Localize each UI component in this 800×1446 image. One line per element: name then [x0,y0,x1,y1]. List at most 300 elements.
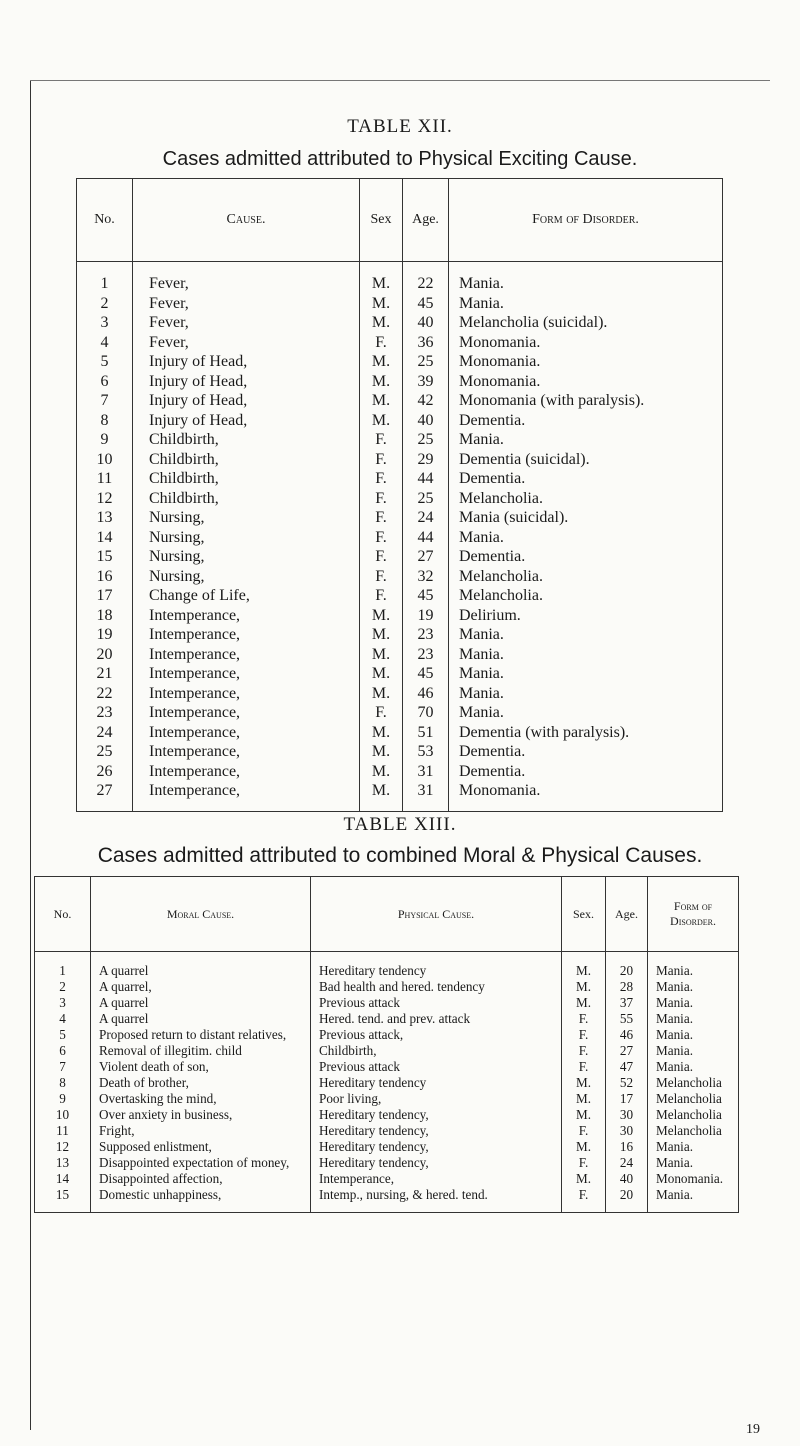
moral-cause-cell: A quarrel [91,1010,311,1026]
form-cell: Mania. [648,1026,739,1042]
physical-cause-cell: Previous attack [311,1058,562,1074]
row-number: 27 [77,781,133,801]
table13-row [35,1122,739,1138]
age-cell: 22 [403,262,449,294]
sex-cell: M. [562,978,606,994]
sex-cell: F. [360,469,403,489]
cause-cell: Nursing, [133,528,360,548]
moral-cause-cell: Disappointed expectation of money, [91,1154,311,1170]
table13-row [35,994,739,1010]
form-cell: Mania. [648,994,739,1010]
table12-header-age: Age. [403,179,449,262]
physical-cause-cell: Previous attack [311,994,562,1010]
age-cell: 46 [403,684,449,704]
age-cell: 30 [606,1122,648,1138]
table12-row [77,742,723,762]
cause-cell: Injury of Head, [133,372,360,392]
row-number: 6 [77,372,133,392]
sex-cell: M. [360,352,403,372]
moral-cause-cell: A quarrel [91,952,311,979]
table13-row [35,1074,739,1090]
table12-header-sex: Sex [360,179,403,262]
form-cell: Mania. [648,1010,739,1026]
cause-cell: Fever, [133,262,360,294]
sex-cell: M. [360,262,403,294]
sex-cell: F. [360,333,403,353]
table12-row [77,664,723,684]
age-cell: 53 [403,742,449,762]
table13-row [35,1058,739,1074]
age-cell: 45 [403,664,449,684]
sex-cell: F. [562,1154,606,1170]
row-number: 6 [35,1042,91,1058]
cause-cell: Fever, [133,313,360,333]
cause-cell: Fever, [133,294,360,314]
row-number: 25 [77,742,133,762]
pad-cell [35,1202,91,1213]
row-number: 7 [35,1058,91,1074]
age-cell: 19 [403,606,449,626]
moral-cause-cell: Violent death of son, [91,1058,311,1074]
sex-cell: F. [562,1186,606,1202]
age-cell: 27 [606,1042,648,1058]
sex-cell: F. [360,703,403,723]
row-number: 17 [77,586,133,606]
form-cell: Mania. [449,528,723,548]
sex-cell: M. [360,294,403,314]
moral-cause-cell: Disappointed affection, [91,1170,311,1186]
age-cell: 45 [403,586,449,606]
row-number: 7 [77,391,133,411]
sex-cell: F. [562,1122,606,1138]
pad-cell [606,1202,648,1213]
moral-cause-cell: A quarrel [91,994,311,1010]
form-cell: Melancholia [648,1122,739,1138]
form-cell: Mania. [449,703,723,723]
row-number: 24 [77,723,133,743]
table13-row [35,978,739,994]
form-cell: Monomania. [648,1170,739,1186]
cause-cell: Childbirth, [133,469,360,489]
age-cell: 20 [606,1186,648,1202]
age-cell: 47 [606,1058,648,1074]
table12-header-row [77,179,723,262]
form-cell: Mania (suicidal). [449,508,723,528]
table13-header-physical: Physical Cause. [311,877,562,952]
row-number: 15 [77,547,133,567]
pad-cell [403,801,449,812]
row-number: 19 [77,625,133,645]
row-number: 8 [35,1074,91,1090]
age-cell: 31 [403,781,449,801]
form-cell: Mania. [449,262,723,294]
row-number: 4 [35,1010,91,1026]
age-cell: 51 [403,723,449,743]
page-edge-left [30,80,31,1430]
sex-cell: F. [360,547,403,567]
age-cell: 20 [606,952,648,979]
cause-cell: Nursing, [133,508,360,528]
form-cell: Delirium. [449,606,723,626]
physical-cause-cell: Intemperance, [311,1170,562,1186]
age-cell: 32 [403,567,449,587]
table13-row [35,1090,739,1106]
pad-cell [449,801,723,812]
sex-cell: F. [562,1010,606,1026]
age-cell: 36 [403,333,449,353]
cause-cell: Childbirth, [133,489,360,509]
table12-row [77,781,723,801]
table13-row [35,1010,739,1026]
table13-row [35,1138,739,1154]
form-cell: Melancholia. [449,567,723,587]
physical-cause-cell: Hered. tend. and prev. attack [311,1010,562,1026]
form-cell: Dementia (with paralysis). [449,723,723,743]
table12-row [77,508,723,528]
age-cell: 40 [403,313,449,333]
age-cell: 45 [403,294,449,314]
table13-header-form: Form of Disorder. [648,877,739,952]
form-cell: Mania. [648,1042,739,1058]
age-cell: 25 [403,430,449,450]
sex-cell: M. [360,372,403,392]
sex-cell: F. [360,567,403,587]
table13-row [35,952,739,979]
table12-row [77,372,723,392]
cause-cell: Change of Life, [133,586,360,606]
sex-cell: M. [562,1106,606,1122]
form-cell: Dementia. [449,742,723,762]
cause-cell: Injury of Head, [133,391,360,411]
cause-cell: Nursing, [133,567,360,587]
sex-cell: F. [360,508,403,528]
table12-row [77,528,723,548]
table12-row [77,333,723,353]
moral-cause-cell: Supposed enlistment, [91,1138,311,1154]
cause-cell: Intemperance, [133,664,360,684]
table12-subtitle: Cases admitted attributed to Physical Exciting Cause. [162,148,638,170]
row-number: 22 [77,684,133,704]
form-cell: Mania. [449,664,723,684]
cause-cell: Childbirth, [133,450,360,470]
table13-header-moral: Moral Cause. [91,877,311,952]
cause-cell: Fever, [133,333,360,353]
cause-cell: Childbirth, [133,430,360,450]
row-number: 5 [77,352,133,372]
physical-cause-cell: Bad health and hered. tendency [311,978,562,994]
row-number: 5 [35,1026,91,1042]
table12-row [77,645,723,665]
age-cell: 17 [606,1090,648,1106]
age-cell: 37 [606,994,648,1010]
row-number: 14 [35,1170,91,1186]
age-cell: 24 [403,508,449,528]
cause-cell: Intemperance, [133,625,360,645]
table13-header-row [35,877,739,952]
row-number: 13 [35,1154,91,1170]
table13-row [35,1170,739,1186]
form-cell: Melancholia. [449,586,723,606]
table12-header-form: Form of Disorder. [449,179,723,262]
form-cell: Mania. [648,1058,739,1074]
table12-header-no: No. [77,179,133,262]
cause-cell: Intemperance, [133,762,360,782]
age-cell: 46 [606,1026,648,1042]
physical-cause-cell: Previous attack, [311,1026,562,1042]
table13-subtitle: Cases admitted attributed to combined Moral & Physical Causes. [97,844,703,867]
table12-row [77,586,723,606]
age-cell: 29 [403,450,449,470]
table12-row [77,489,723,509]
row-number: 14 [77,528,133,548]
form-cell: Melancholia [648,1090,739,1106]
form-cell: Monomania. [449,352,723,372]
sex-cell: M. [360,664,403,684]
form-cell: Melancholia [648,1106,739,1122]
cause-cell: Intemperance, [133,703,360,723]
pad-cell [360,801,403,812]
physical-cause-cell: Hereditary tendency, [311,1106,562,1122]
sex-cell: M. [360,411,403,431]
age-cell: 52 [606,1074,648,1090]
sex-cell: M. [360,606,403,626]
form-cell: Melancholia [648,1074,739,1090]
table12-row [77,352,723,372]
table13-row [35,1154,739,1170]
row-number: 16 [77,567,133,587]
table13 [34,876,739,1213]
table12-row [77,625,723,645]
table12-row [77,391,723,411]
sex-cell: F. [360,586,403,606]
row-number: 2 [77,294,133,314]
table12-row [77,313,723,333]
sex-cell: F. [562,1058,606,1074]
form-cell: Mania. [648,952,739,979]
table12-row [77,469,723,489]
row-number: 20 [77,645,133,665]
age-cell: 28 [606,978,648,994]
row-number: 11 [77,469,133,489]
physical-cause-cell: Hereditary tendency, [311,1154,562,1170]
form-cell: Dementia. [449,411,723,431]
pad-cell [91,1202,311,1213]
age-cell: 23 [403,625,449,645]
age-cell: 24 [606,1154,648,1170]
sex-cell: M. [562,994,606,1010]
sex-cell: M. [562,1138,606,1154]
table12-row [77,294,723,314]
page-edge-top [30,80,770,81]
table12-row [77,606,723,626]
physical-cause-cell: Hereditary tendency, [311,1122,562,1138]
age-cell: 31 [403,762,449,782]
form-cell: Mania. [449,294,723,314]
form-cell: Monomania. [449,333,723,353]
moral-cause-cell: Fright, [91,1122,311,1138]
physical-cause-cell: Hereditary tendency [311,1074,562,1090]
table13-row [35,1026,739,1042]
sex-cell: M. [562,1170,606,1186]
pad-cell [648,1202,739,1213]
page-number: 19 [746,1422,760,1437]
age-cell: 40 [606,1170,648,1186]
form-cell: Dementia. [449,762,723,782]
cause-cell: Intemperance, [133,684,360,704]
cause-cell: Intemperance, [133,606,360,626]
table13-title: TABLE XIII. [343,814,457,835]
cause-cell: Injury of Head, [133,352,360,372]
age-cell: 44 [403,469,449,489]
cause-cell: Injury of Head, [133,411,360,431]
pad-cell [77,801,133,812]
physical-cause-cell: Childbirth, [311,1042,562,1058]
cause-cell: Intemperance, [133,645,360,665]
table12-row [77,411,723,431]
table12 [76,178,723,812]
cause-cell: Intemperance, [133,781,360,801]
age-cell: 16 [606,1138,648,1154]
row-number: 1 [35,952,91,979]
age-cell: 25 [403,489,449,509]
sex-cell: M. [360,645,403,665]
sex-cell: M. [360,781,403,801]
row-number: 9 [77,430,133,450]
cause-cell: Intemperance, [133,742,360,762]
moral-cause-cell: Death of brother, [91,1074,311,1090]
age-cell: 70 [403,703,449,723]
table12-row [77,723,723,743]
sex-cell: F. [562,1042,606,1058]
table12-row [77,262,723,294]
moral-cause-cell: Domestic unhappiness, [91,1186,311,1202]
sex-cell: M. [360,723,403,743]
form-cell: Monomania (with paralysis). [449,391,723,411]
row-number: 1 [77,262,133,294]
age-cell: 23 [403,645,449,665]
form-cell: Mania. [449,645,723,665]
age-cell: 44 [403,528,449,548]
sex-cell: M. [360,742,403,762]
sex-cell: F. [360,430,403,450]
age-cell: 40 [403,411,449,431]
table12-row [77,703,723,723]
sex-cell: M. [562,1074,606,1090]
table13-row [35,1106,739,1122]
form-cell: Monomania. [449,781,723,801]
form-cell: Mania. [648,1154,739,1170]
row-number: 12 [77,489,133,509]
age-cell: 30 [606,1106,648,1122]
row-number: 9 [35,1090,91,1106]
row-number: 10 [35,1106,91,1122]
age-cell: 55 [606,1010,648,1026]
physical-cause-cell: Poor living, [311,1090,562,1106]
moral-cause-cell: Removal of illegitim. child [91,1042,311,1058]
sex-cell: F. [360,489,403,509]
sex-cell: M. [562,952,606,979]
moral-cause-cell: Proposed return to distant relatives, [91,1026,311,1042]
table12-row [77,684,723,704]
physical-cause-cell: Hereditary tendency [311,952,562,979]
age-cell: 42 [403,391,449,411]
sex-cell: M. [360,684,403,704]
pad-cell [562,1202,606,1213]
pad-cell [133,801,360,812]
cause-cell: Nursing, [133,547,360,567]
form-cell: Mania. [449,684,723,704]
form-cell: Dementia (suicidal). [449,450,723,470]
cause-cell: Intemperance, [133,723,360,743]
row-number: 13 [77,508,133,528]
sex-cell: M. [360,625,403,645]
form-cell: Mania. [648,1138,739,1154]
sex-cell: M. [562,1090,606,1106]
table12-title: TABLE XII. [347,116,453,137]
form-cell: Melancholia (suicidal). [449,313,723,333]
table12-row [77,450,723,470]
age-cell: 25 [403,352,449,372]
table13-header-no: No. [35,877,91,952]
row-number: 8 [77,411,133,431]
row-number: 11 [35,1122,91,1138]
row-number: 23 [77,703,133,723]
row-number: 15 [35,1186,91,1202]
sex-cell: M. [360,391,403,411]
table13-header-sex: Sex. [562,877,606,952]
table12-row [77,762,723,782]
moral-cause-cell: Overtasking the mind, [91,1090,311,1106]
table13-row [35,1042,739,1058]
table12-row [77,567,723,587]
form-cell: Monomania. [449,372,723,392]
table13-header-age: Age. [606,877,648,952]
row-number: 3 [77,313,133,333]
physical-cause-cell: Hereditary tendency, [311,1138,562,1154]
moral-cause-cell: Over anxiety in business, [91,1106,311,1122]
form-cell: Mania. [449,430,723,450]
row-number: 10 [77,450,133,470]
sex-cell: F. [360,528,403,548]
moral-cause-cell: A quarrel, [91,978,311,994]
sex-cell: F. [360,450,403,470]
age-cell: 39 [403,372,449,392]
table12-header-cause: Cause. [133,179,360,262]
form-cell: Melancholia. [449,489,723,509]
table13-bottom-padding [35,1202,739,1213]
row-number: 18 [77,606,133,626]
row-number: 26 [77,762,133,782]
row-number: 3 [35,994,91,1010]
form-cell: Mania. [648,978,739,994]
form-cell: Dementia. [449,469,723,489]
sex-cell: F. [562,1026,606,1042]
table12-row [77,430,723,450]
table13-row [35,1186,739,1202]
sex-cell: M. [360,762,403,782]
row-number: 4 [77,333,133,353]
form-cell: Mania. [449,625,723,645]
row-number: 2 [35,978,91,994]
age-cell: 27 [403,547,449,567]
sex-cell: M. [360,313,403,333]
row-number: 12 [35,1138,91,1154]
form-cell: Mania. [648,1186,739,1202]
form-cell: Dementia. [449,547,723,567]
table12-bottom-padding [77,801,723,812]
row-number: 21 [77,664,133,684]
pad-cell [311,1202,562,1213]
